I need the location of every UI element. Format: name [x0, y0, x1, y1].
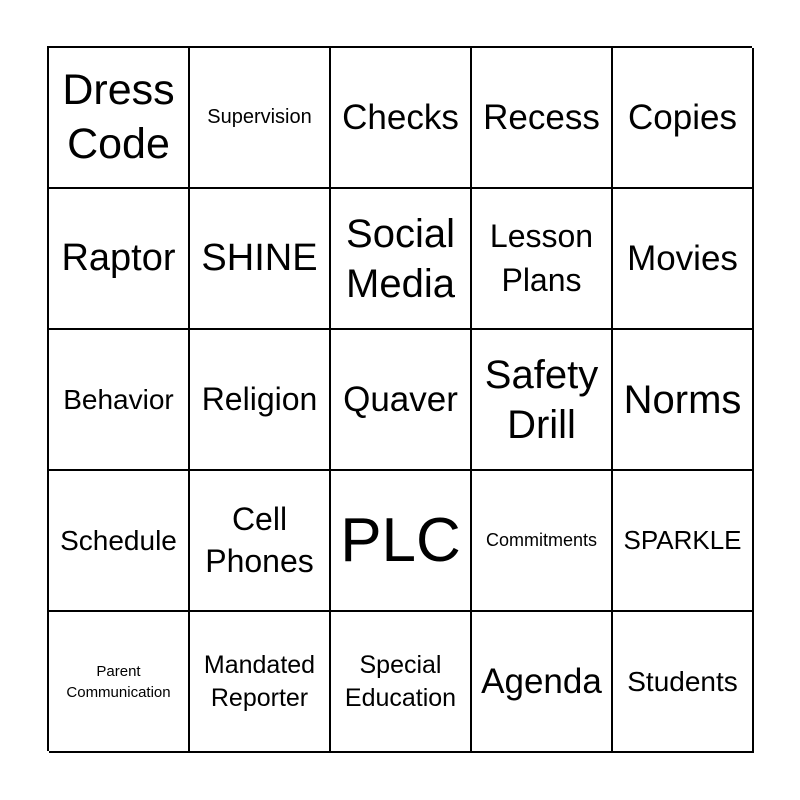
cell-label: Supervision [207, 106, 312, 129]
bingo-cell[interactable] [331, 48, 472, 189]
bingo-cell[interactable] [472, 612, 613, 753]
bingo-cell[interactable] [190, 330, 331, 471]
bingo-cell[interactable] [331, 330, 472, 471]
cell-label: Norms [623, 377, 742, 422]
cell-label: Movies [627, 238, 738, 278]
bingo-cell[interactable] [613, 612, 754, 753]
cell-label: Cell Phones [205, 500, 314, 579]
bingo-cell[interactable] [331, 612, 472, 753]
bingo-cell[interactable] [472, 48, 613, 189]
cell-label: Schedule [60, 524, 177, 556]
cell-label: Recess [483, 97, 600, 137]
bingo-cell[interactable] [472, 471, 613, 612]
bingo-cell[interactable] [331, 189, 472, 330]
cell-label: SPARKLE [623, 524, 742, 555]
bingo-cell[interactable] [49, 612, 190, 753]
cell-label: Agenda [481, 661, 602, 701]
cell-label: Special Education [344, 651, 457, 712]
bingo-cell[interactable] [190, 471, 331, 612]
bingo-cell[interactable] [49, 330, 190, 471]
bingo-cell[interactable] [49, 471, 190, 612]
bingo-cell[interactable] [613, 48, 754, 189]
bingo-cell[interactable] [613, 330, 754, 471]
bingo-cell[interactable] [331, 471, 472, 612]
bingo-cell[interactable] [190, 48, 331, 189]
cell-label: Social Media [346, 211, 455, 306]
cell-label: Dress Code [62, 65, 175, 168]
cell-label: Parent Communication [66, 662, 171, 701]
bingo-cell[interactable] [613, 189, 754, 330]
cell-label: Students [627, 665, 738, 697]
bingo-board [47, 46, 752, 751]
bingo-cell[interactable] [49, 189, 190, 330]
cell-label: Raptor [61, 237, 176, 280]
cell-label: Lesson Plans [489, 218, 594, 298]
bingo-cell[interactable] [190, 189, 331, 330]
cell-label: Safety Drill [484, 352, 599, 447]
bingo-cell[interactable] [49, 48, 190, 189]
cell-label: Mandated Reporter [203, 651, 316, 712]
cell-label: Religion [201, 380, 318, 417]
cell-label: Checks [342, 97, 459, 137]
bingo-cell[interactable] [472, 189, 613, 330]
bingo-cell[interactable] [472, 330, 613, 471]
cell-label: Quaver [343, 379, 458, 419]
cell-label: Behavior [63, 383, 174, 415]
bingo-cell[interactable] [613, 471, 754, 612]
cell-label: SHINE [201, 237, 318, 280]
cell-label: Commitments [485, 530, 597, 551]
bingo-cell[interactable] [190, 612, 331, 753]
cell-label: Copies [628, 97, 737, 137]
cell-label: PLC [340, 505, 461, 575]
